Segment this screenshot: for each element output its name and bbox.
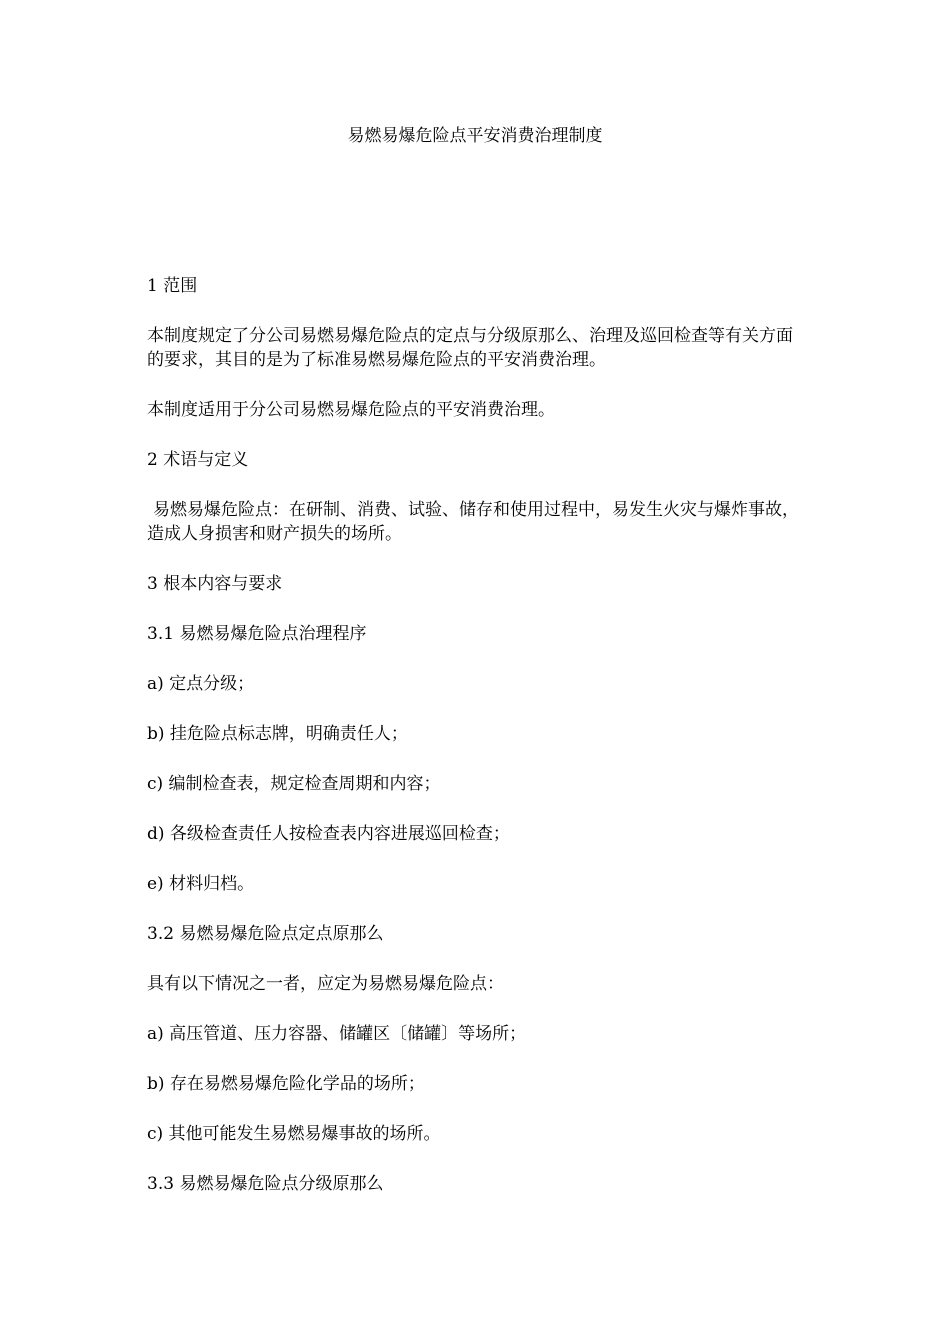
document-title: 易燃易爆危险点平安消费治理制度 xyxy=(347,126,603,146)
section-heading-terms: 2 术语与定义 xyxy=(147,450,249,470)
list-item: e) 材料归档。 xyxy=(147,874,255,894)
list-item: a) 高压管道、压力容器、储罐区〔储罐〕等场所； xyxy=(147,1024,527,1044)
document-body xyxy=(147,274,807,1222)
subsection-heading-3-1: 3.1 易燃易爆危险点治理程序 xyxy=(147,624,367,644)
section-heading-requirements: 3 根本内容与要求 xyxy=(147,574,283,594)
list-item: c) 编制检查表，规定检查周期和内容； xyxy=(147,774,441,794)
terms-definition: 易燃易爆危险点：在研制、消费、试验、储存和使用过程中，易发生火灾与爆炸事故，造成人身损害和财产损失的场所。 xyxy=(147,500,799,544)
criteria-intro: 具有以下情况之一者，应定为易燃易爆危险点： xyxy=(147,974,504,994)
section-heading-scope: 1 范围 xyxy=(147,276,198,296)
subsection-heading-3-3: 3.3 易燃易爆危险点分级原那么 xyxy=(147,1174,384,1194)
scope-paragraph-2: 本制度适用于分公司易燃易爆危险点的平安消费治理。 xyxy=(147,400,555,420)
list-item: c) 其他可能发生易燃易爆事故的场所。 xyxy=(147,1124,441,1144)
list-item: b) 存在易燃易爆危险化学品的场所； xyxy=(147,1074,425,1094)
list-item: a) 定点分级； xyxy=(147,674,255,694)
list-item: b) 挂危险点标志牌，明确责任人； xyxy=(147,724,408,744)
subsection-heading-3-2: 3.2 易燃易爆危险点定点原那么 xyxy=(147,924,384,944)
list-item: d) 各级检查责任人按检查表内容进展巡回检查； xyxy=(147,824,510,844)
scope-paragraph-1: 本制度规定了分公司易燃易爆危险点的定点与分级原那么、治理及巡回检查等有关方面的要求，其目的是为了标准易燃易爆危险点的平安消费治理。 xyxy=(147,326,793,370)
